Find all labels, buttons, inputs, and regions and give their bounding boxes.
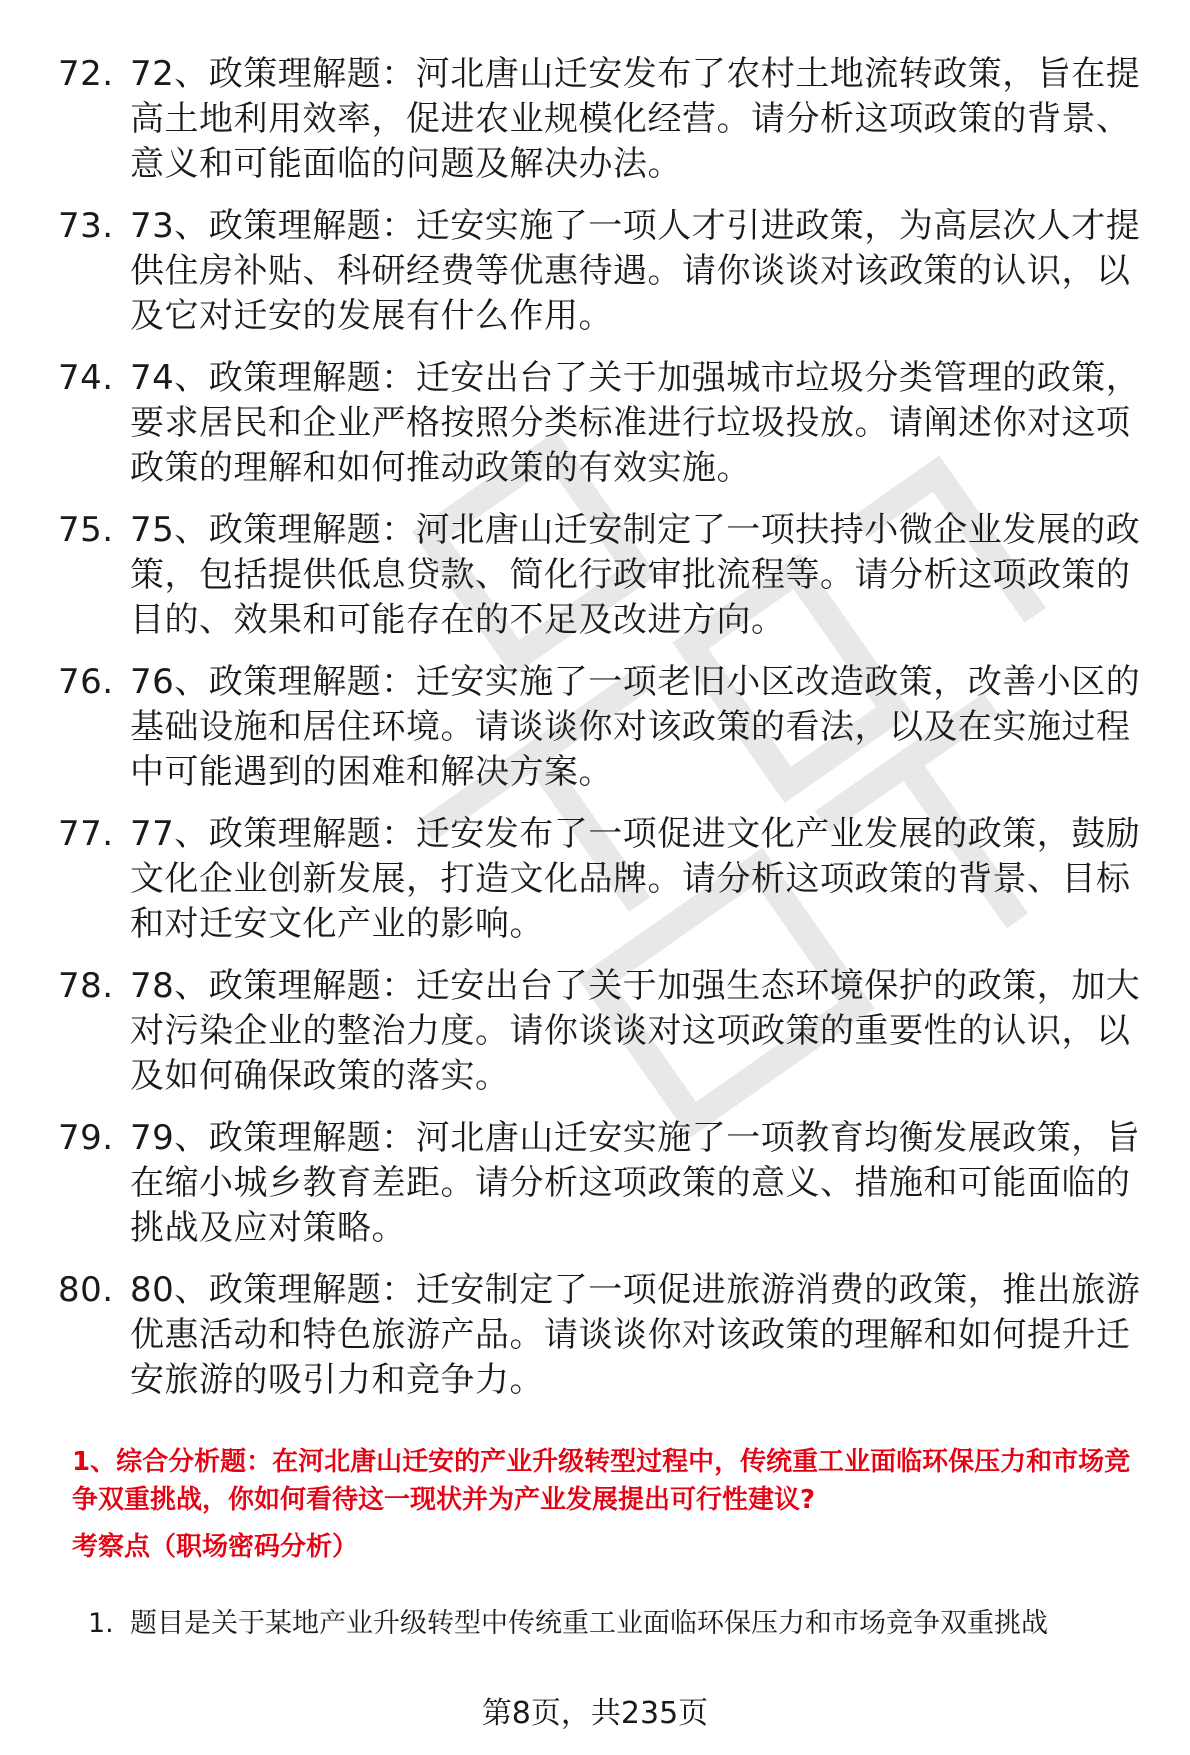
point-text: 题目是关于某地产业升级转型中传统重工业面临环保压力和市场竞争双重挑战 — [130, 1608, 1048, 1639]
item-number: 1. — [88, 1608, 114, 1639]
question-list — [58, 52, 1158, 1420]
list-item — [58, 1116, 1158, 1251]
analysis-question-title: 1、综合分析题：在河北唐山迁安的产业升级转型过程中，传统重工业面临环保压力和市场竞争双重挑战，你如何看待这一现状并为产业发展提出可行性建议? — [72, 1447, 1131, 1515]
item-number: 80. — [58, 1270, 114, 1310]
list-item — [58, 660, 1158, 795]
item-number: 79. — [58, 1118, 114, 1158]
question-text: 72、政策理解题：河北唐山迁安发布了农村土地流转政策，旨在提高土地利用效率，促进农业规模化经营。请分析这项政策的背景、意义和可能面临的问题及解决办法。 — [130, 54, 1141, 184]
question-text: 75、政策理解题：河北唐山迁安制定了一项扶持小微企业发展的政策，包括提供低息贷款、简化行政审批流程等。请分析这项政策的目的、效果和可能存在的不足及改进方向。 — [130, 510, 1141, 640]
analysis-subtitle: 考察点（职场密码分析） — [72, 1532, 359, 1562]
question-text: 73、政策理解题：迁安实施了一项人才引进政策，为高层次人才提供住房补贴、科研经费等优惠待遇。请你谈谈对该政策的认识，以及它对迁安的发展有什么作用。 — [130, 206, 1141, 336]
page-footer: 第8页，共235页 — [481, 1696, 709, 1731]
list-item — [58, 812, 1158, 947]
question-text: 80、政策理解题：迁安制定了一项促进旅游消费的政策，推出旅游优惠活动和特色旅游产品。请谈谈你对该政策的理解和如何提升迁安旅游的吸引力和竞争力。 — [130, 1270, 1141, 1400]
question-text: 74、政策理解题：迁安出台了关于加强城市垃圾分类管理的政策，要求居民和企业严格按照分类标准进行垃圾投放。请阐述你对这项政策的理解和如何推动政策的有效实施。 — [130, 358, 1141, 488]
question-text: 79、政策理解题：河北唐山迁安实施了一项教育均衡发展政策，旨在缩小城乡教育差距。请分析这项政策的意义、措施和可能面临的挑战及应对策略。 — [130, 1118, 1141, 1248]
list-item — [58, 508, 1158, 643]
list-item — [58, 1268, 1158, 1403]
list-item — [58, 52, 1158, 187]
question-text: 77、政策理解题：迁安发布了一项促进文化产业发展的政策，鼓励文化企业创新发展，打造文化品牌。请分析这项政策的背景、目标和对迁安文化产业的影响。 — [130, 814, 1141, 944]
question-text: 78、政策理解题：迁安出台了关于加强生态环境保护的政策，加大对污染企业的整治力度。请你谈谈对这项政策的重要性的认识，以及如何确保政策的落实。 — [130, 966, 1141, 1096]
list-item — [58, 356, 1158, 491]
item-number: 72. — [58, 54, 114, 94]
item-number: 76. — [58, 662, 114, 702]
list-item — [58, 964, 1158, 1099]
item-number: 74. — [58, 358, 114, 398]
item-number: 75. — [58, 510, 114, 550]
item-number: 73. — [58, 206, 114, 246]
item-number: 78. — [58, 966, 114, 1006]
list-item — [58, 204, 1158, 339]
list-item — [88, 1604, 1178, 1644]
analysis-point-list — [88, 1604, 1178, 1644]
item-number: 77. — [58, 814, 114, 854]
question-text: 76、政策理解题：迁安实施了一项老旧小区改造政策，改善小区的基础设施和居住环境。请谈谈你对该政策的看法，以及在实施过程中可能遇到的困难和解决方案。 — [130, 662, 1141, 792]
